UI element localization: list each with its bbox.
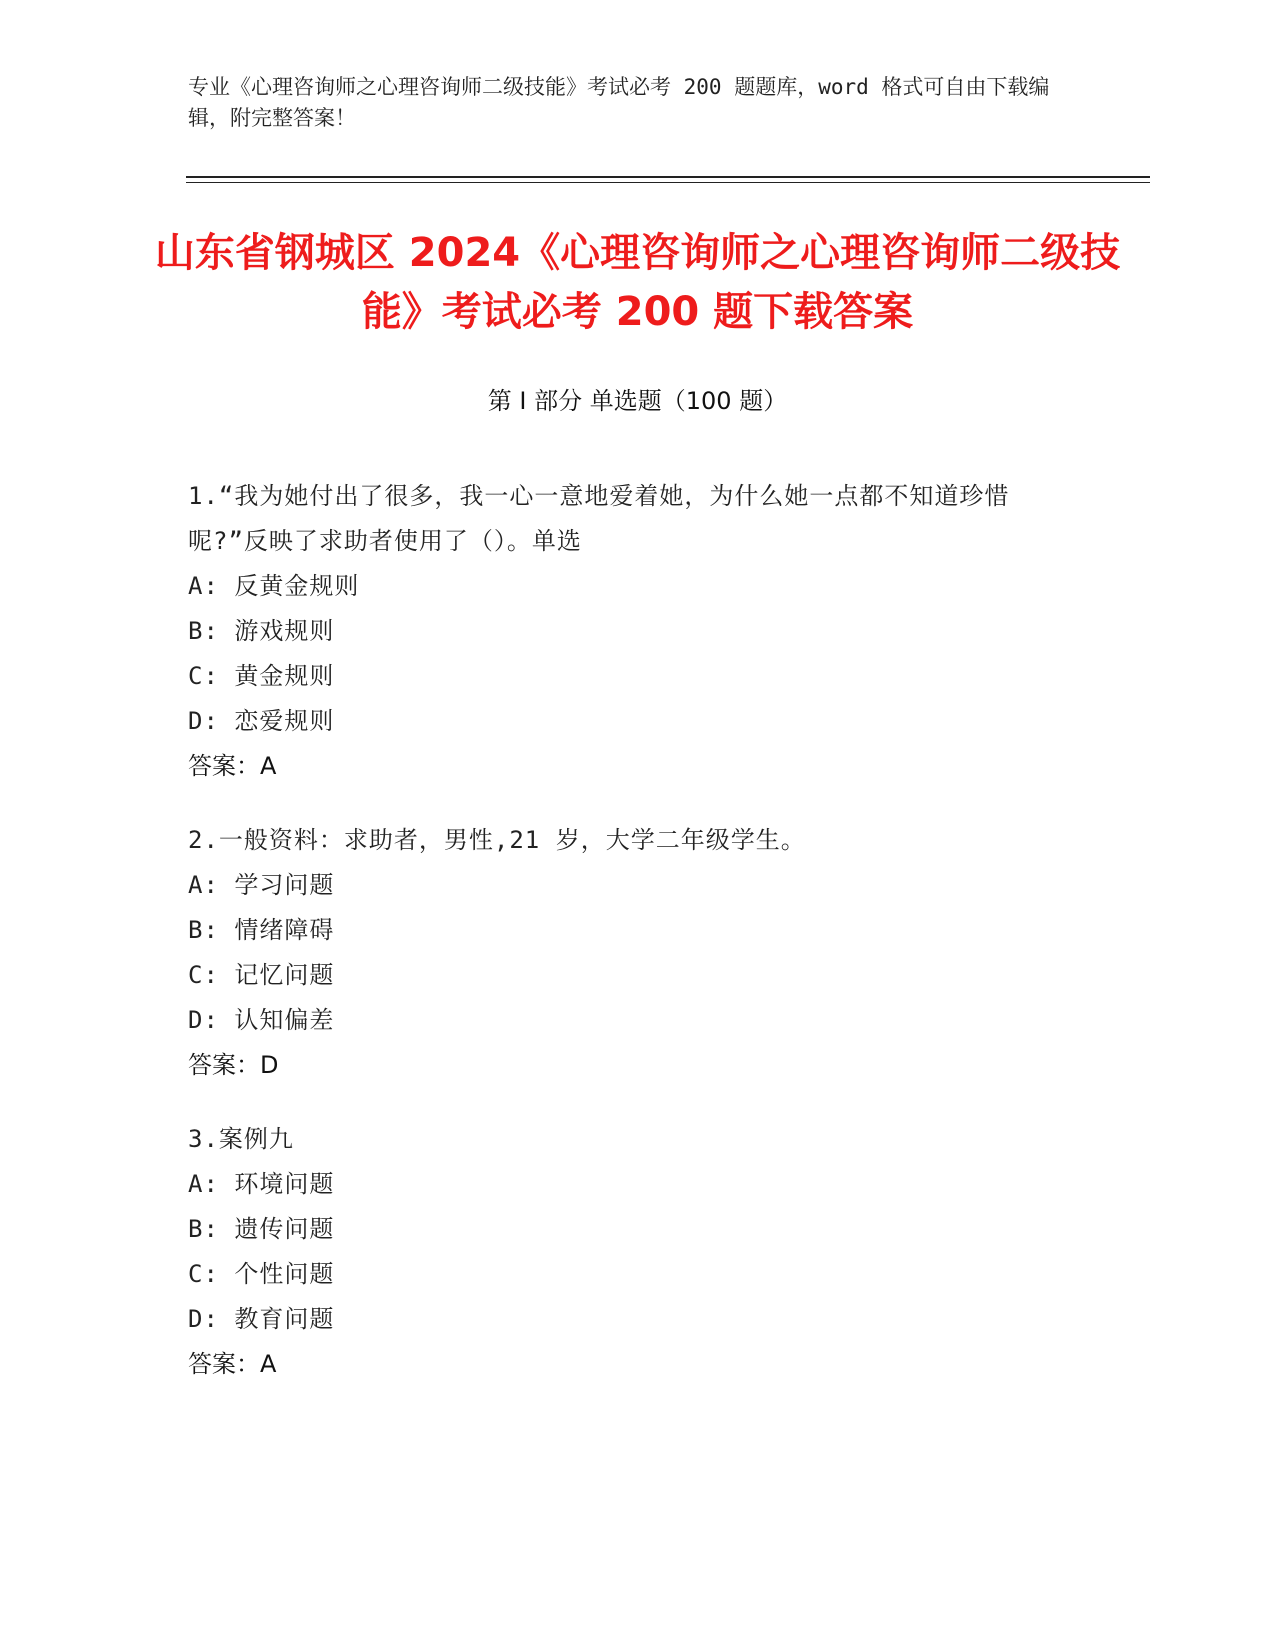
option-c: C: 个性问题 xyxy=(188,1260,335,1288)
header-divider-thin xyxy=(186,182,1150,183)
answer-line: 答案：A xyxy=(188,752,277,780)
option-d: D: 教育问题 xyxy=(188,1305,335,1333)
header-note: 专业《心理咨询师之心理咨询师二级技能》考试必考 200 题题库，word 格式可自由下载编辑，附完整答案！ xyxy=(188,75,1050,130)
option-b: B: 情绪障碍 xyxy=(188,916,335,944)
answer-line: 答案：A xyxy=(188,1350,277,1378)
option-c: C: 黄金规则 xyxy=(188,662,335,690)
option-a: A: 学习问题 xyxy=(188,871,335,899)
section-heading: 第 I 部分 单选题（100 题） xyxy=(487,387,788,415)
option-a: A: 反黄金规则 xyxy=(188,572,360,600)
option-b: B: 遗传问题 xyxy=(188,1215,335,1243)
option-d: D: 恋爱规则 xyxy=(188,707,335,735)
question-3 xyxy=(188,1117,1068,1387)
document-title: 山东省钢城区 2024《心理咨询师之心理咨询师二级技能》考试必考 200 题下载答案 xyxy=(154,230,1121,335)
question-list xyxy=(188,474,1068,1416)
header-divider-thick xyxy=(186,176,1150,178)
question-2 xyxy=(188,818,1068,1088)
question-stem: 2.一般资料：求助者，男性,21 岁，大学二年级学生。 xyxy=(188,826,806,854)
option-d: D: 认知偏差 xyxy=(188,1006,335,1034)
option-c: C: 记忆问题 xyxy=(188,961,335,989)
option-b: B: 游戏规则 xyxy=(188,617,335,645)
question-stem: 3.案例九 xyxy=(188,1125,294,1153)
option-a: A: 环境问题 xyxy=(188,1170,335,1198)
question-1 xyxy=(188,474,1068,789)
question-stem: 1.“我为她付出了很多，我一心一意地爱着她，为什么她一点都不知道珍惜呢?”反映了求助者使用了（）。单选 xyxy=(188,482,1010,555)
answer-line: 答案：D xyxy=(188,1051,279,1079)
